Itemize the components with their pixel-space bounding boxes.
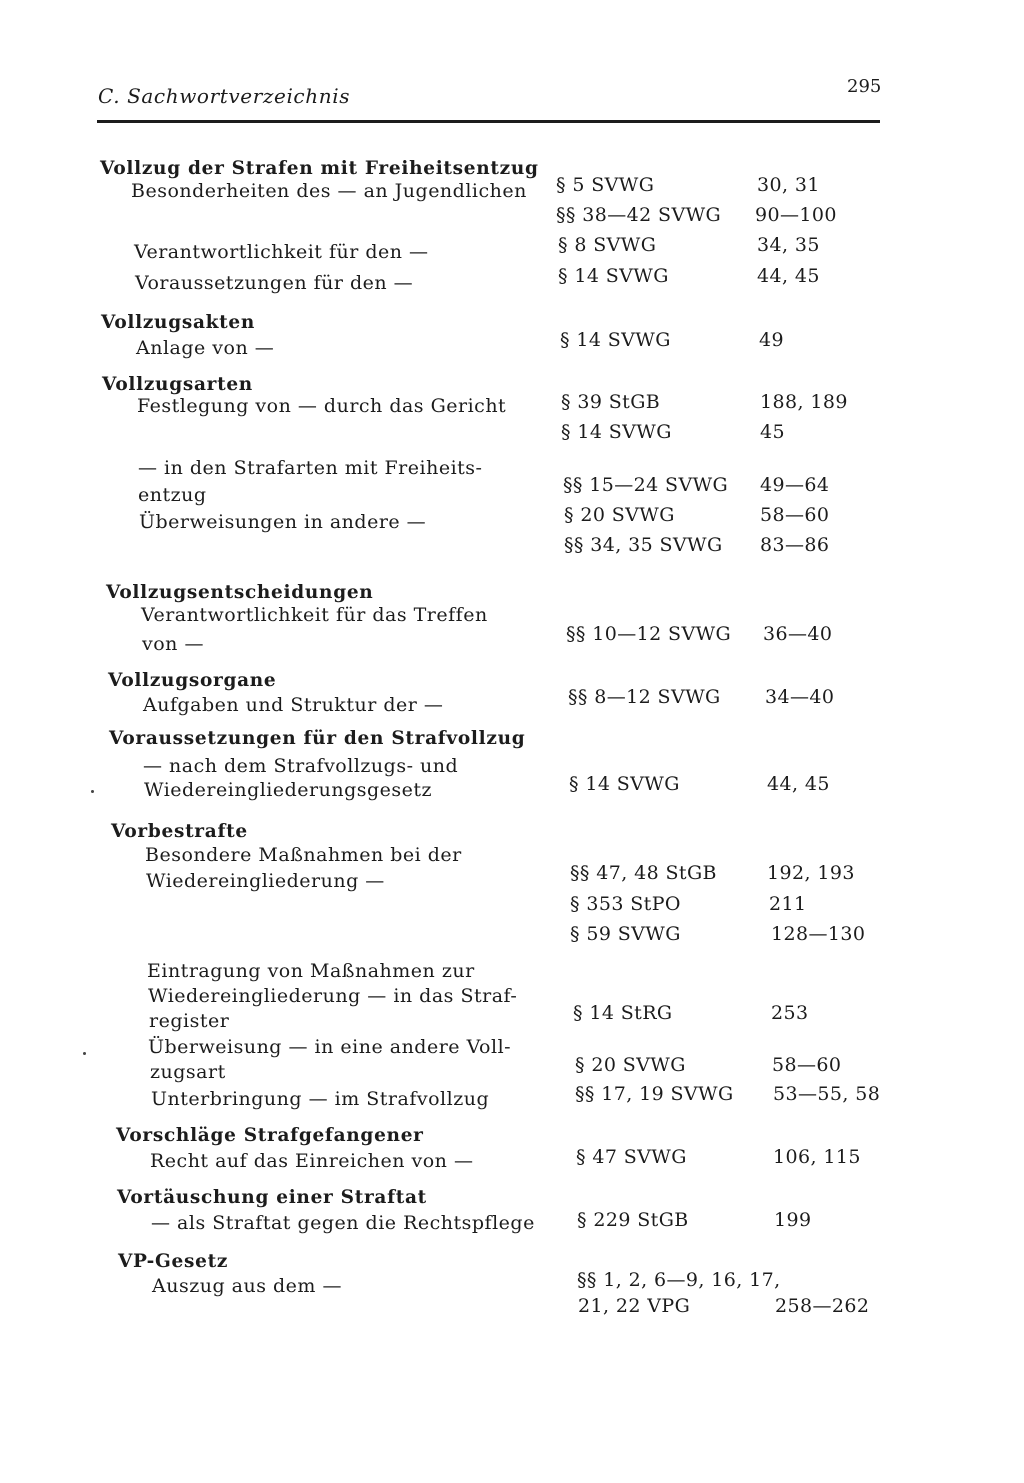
index-heading: Vorschläge Strafgefangener bbox=[116, 1125, 424, 1146]
index-subentry-line: Eintragung von Maßnahmen zur bbox=[147, 960, 475, 982]
law-reference: § 47 SVWG bbox=[576, 1146, 687, 1168]
index-subentry-line: Überweisungen in andere — bbox=[139, 511, 427, 533]
index-heading: Vollzugsakten bbox=[101, 312, 256, 333]
print-speck bbox=[91, 790, 94, 793]
page-reference: 211 bbox=[769, 893, 807, 915]
index-subentry-line: Verantwortlichkeit für das Treffen bbox=[141, 604, 488, 626]
page-reference: 58—60 bbox=[772, 1054, 842, 1076]
index-subentry-line: Festlegung von — durch das Gericht bbox=[137, 395, 507, 417]
page-reference: 188, 189 bbox=[760, 391, 848, 413]
index-heading: Vorbestrafte bbox=[111, 821, 248, 842]
law-reference: §§ 47, 48 StGB bbox=[570, 862, 717, 884]
running-header-title: C. Sachwortverzeichnis bbox=[98, 84, 351, 108]
index-subentry-line: Auszug aus dem — bbox=[152, 1275, 342, 1297]
law-reference: § 39 StGB bbox=[561, 391, 661, 413]
index-subentry-line: Wiedereingliederung — bbox=[146, 870, 385, 892]
law-reference: §§ 34, 35 SVWG bbox=[564, 534, 723, 556]
index-subentry-line: Voraussetzungen für den — bbox=[135, 272, 414, 294]
index-subentry-line: register bbox=[149, 1010, 230, 1032]
index-subentry-line: Wiedereingliederungsgesetz bbox=[144, 779, 433, 801]
law-reference: § 14 SVWG bbox=[561, 421, 672, 443]
index-subentry-line: Anlage von — bbox=[136, 337, 275, 359]
law-reference: § 20 SVWG bbox=[564, 504, 675, 526]
page-reference: 49 bbox=[759, 329, 784, 351]
page-reference: 44, 45 bbox=[757, 265, 820, 287]
index-subentry-line: Unterbringung — im Strafvollzug bbox=[151, 1088, 490, 1110]
law-reference: §§ 1, 2, 6—9, 16, 17, bbox=[577, 1269, 781, 1291]
page-reference: 34—40 bbox=[765, 686, 835, 708]
law-reference: § 14 SVWG bbox=[560, 329, 671, 351]
index-heading: VP-Gesetz bbox=[118, 1251, 229, 1272]
page-reference: 192, 193 bbox=[767, 862, 855, 884]
law-reference: § 229 StGB bbox=[577, 1209, 689, 1231]
law-reference: §§ 38—42 SVWG bbox=[556, 204, 722, 226]
law-reference: §§ 10—12 SVWG bbox=[566, 623, 732, 645]
index-heading: Vollzug der Strafen mit Freiheitsentzug bbox=[100, 158, 539, 179]
page-reference: 34, 35 bbox=[757, 234, 820, 256]
index-subentry-line: — als Straftat gegen die Rechtspflege bbox=[151, 1212, 535, 1234]
index-heading: Vollzugsarten bbox=[102, 374, 253, 395]
index-subentry-line: Recht auf das Einreichen von — bbox=[150, 1150, 474, 1172]
index-subentry-line: Aufgaben und Struktur der — bbox=[143, 694, 444, 716]
page-reference: 49—64 bbox=[760, 474, 830, 496]
page-reference: 83—86 bbox=[760, 534, 830, 556]
law-reference: § 20 SVWG bbox=[575, 1054, 686, 1076]
law-reference: § 59 SVWG bbox=[570, 923, 681, 945]
page-reference: 53—55, 58 bbox=[773, 1083, 881, 1105]
index-subentry-line: Verantwortlichkeit für den — bbox=[134, 241, 429, 263]
law-reference: § 8 SVWG bbox=[558, 234, 657, 256]
index-heading: Vollzugsorgane bbox=[108, 670, 277, 691]
index-subentry-line: Überweisung — in eine andere Voll- bbox=[148, 1036, 512, 1058]
law-reference: § 353 StPO bbox=[570, 893, 681, 915]
page-reference: 45 bbox=[760, 421, 785, 443]
page-reference: 44, 45 bbox=[767, 773, 830, 795]
law-reference: §§ 17, 19 SVWG bbox=[575, 1083, 734, 1105]
index-subentry-line: Wiedereingliederung — in das Straf- bbox=[148, 985, 518, 1007]
page-reference: 253 bbox=[771, 1002, 809, 1024]
page-reference: 199 bbox=[774, 1209, 812, 1231]
page-reference: 90—100 bbox=[755, 204, 837, 226]
law-reference: § 14 SVWG bbox=[558, 265, 669, 287]
page-reference: 58—60 bbox=[760, 504, 830, 526]
page-reference: 106, 115 bbox=[773, 1146, 861, 1168]
index-subentry-line: zugsart bbox=[150, 1061, 226, 1083]
index-subentry-line: entzug bbox=[138, 484, 207, 506]
index-subentry-line: — nach dem Strafvollzugs- und bbox=[143, 755, 459, 777]
page-reference: 258—262 bbox=[775, 1295, 870, 1317]
index-subentry-line: Besonderheiten des — an Jugendlichen bbox=[131, 180, 527, 202]
page-reference: 30, 31 bbox=[757, 174, 820, 196]
page-reference: 36—40 bbox=[763, 623, 833, 645]
index-heading: Vollzugsentscheidungen bbox=[106, 582, 374, 603]
law-reference: § 14 StRG bbox=[573, 1002, 673, 1024]
index-subentry-line: Besondere Maßnahmen bei der bbox=[145, 844, 462, 866]
law-reference: § 14 SVWG bbox=[569, 773, 680, 795]
page-reference: 128—130 bbox=[771, 923, 866, 945]
law-reference: §§ 15—24 SVWG bbox=[563, 474, 729, 496]
index-heading: Vortäuschung einer Straftat bbox=[117, 1187, 427, 1208]
index-heading: Voraussetzungen für den Strafvollzug bbox=[109, 728, 526, 749]
index-subentry-line: von — bbox=[142, 633, 204, 655]
print-speck bbox=[83, 1052, 86, 1055]
law-reference: § 5 SVWG bbox=[556, 174, 655, 196]
index-subentry-line: — in den Strafarten mit Freiheits- bbox=[138, 457, 483, 479]
law-reference: 21, 22 VPG bbox=[578, 1295, 691, 1317]
page-number: 295 bbox=[847, 76, 882, 97]
law-reference: §§ 8—12 SVWG bbox=[568, 686, 721, 708]
